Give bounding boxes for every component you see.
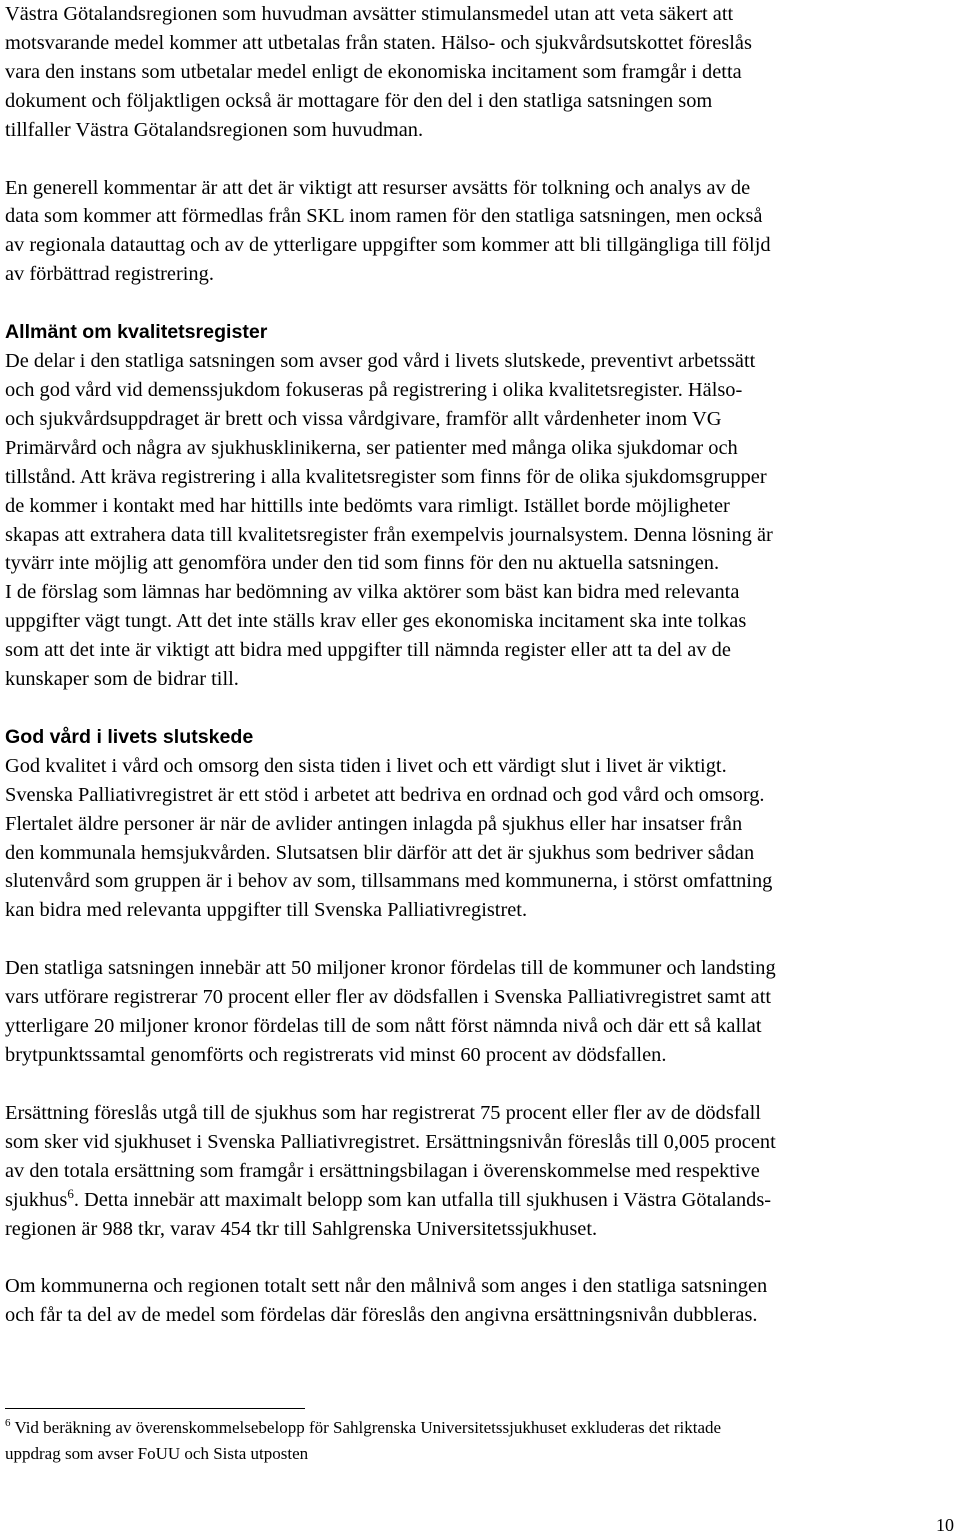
- paragraph-funding-responsibility: [5, 0, 955, 145]
- paragraph-spacer: [5, 1070, 955, 1099]
- section-heading-end-of-life-care: God vård i livets slutskede: [5, 725, 254, 748]
- document-page: [5, 0, 955, 1330]
- text-line: vara den instans som utbetalar medel enligt de ekonomiska incitament som framgår i detta: [5, 60, 742, 83]
- text-line: ytterligare 20 miljoner kronor fördelas till de som nått först nämnda nivå och där ett så kallat: [5, 1015, 762, 1038]
- text-line: Svenska Palliativregistret är ett stöd i arbetet att bedriva en ordnad och god vård och omsorg.: [5, 783, 765, 806]
- paragraph-end-of-life-care: [5, 752, 955, 925]
- paragraph-spacer: [5, 289, 955, 318]
- text-line: Om kommunerna och regionen totalt sett når den målnivå som anges i den statliga satsningen: [5, 1275, 768, 1298]
- paragraph-state-initiative: [5, 954, 955, 1070]
- text-line: tillfaller Västra Götalandsregionen som huvudman.: [5, 118, 424, 141]
- text-line: av regionala datauttag och av de ytterligare uppgifter som kommer att bli tillgängliga till följd: [5, 234, 771, 257]
- text-line: Den statliga satsningen innebär att 50 miljoner kronor fördelas till de kommuner och landsting: [5, 957, 776, 980]
- paragraph-spacer: [5, 145, 955, 174]
- text-line: skapas att extrahera data till kvalitetsregister från exempelvis journalsystem. Denna lösning är: [5, 523, 773, 546]
- text-line: av den totala ersättning som framgår i ersättningsbilagan i överenskommelse med respektive: [5, 1159, 760, 1182]
- footnote-separator: [5, 1408, 305, 1409]
- text-line: Flertalet äldre personer är när de avlider antingen inlagda på sjukhus eller har insatser från: [5, 812, 743, 835]
- footnote-line: [5, 1415, 955, 1441]
- text-line: Primärvård och några av sjukhusklinikerna, ser patienter med många olika sjukdomar och: [5, 436, 738, 459]
- paragraph-general-comment: [5, 174, 955, 290]
- footnote: [5, 1415, 955, 1467]
- text-line: Ersättning föreslås utgå till de sjukhus som har registrerat 75 procent eller fler av de dödsfall: [5, 1101, 761, 1124]
- text-line: tyvärr inte möjlig att genomföra under den tid som finns för den nu aktuella satsningen.: [5, 552, 720, 575]
- section-heading-quality-registers: Allmänt om kvalitetsregister: [5, 321, 268, 344]
- text-line: God kvalitet i vård och omsorg den sista tiden i livet och ett värdigt slut i livet är viktigt.: [5, 754, 727, 777]
- footnote-text: Vid beräkning av överenskommelsebelopp för Sahlgrenska Universitetssjukhuset exkluderas det riktade: [10, 1418, 722, 1437]
- text-run: . Detta innebär att maximalt belopp som kan utfalla till sjukhusen i Västra Götalands-: [73, 1188, 772, 1211]
- text-line: som att det inte är viktigt att bidra med uppgifter till nämnda register eller att ta del av de: [5, 639, 731, 662]
- text-run: sjukhus: [5, 1188, 68, 1211]
- text-line: och sjukvårdsuppdraget är brett och vissa vårdgivare, framför allt vårdenheter inom VG: [5, 407, 722, 430]
- text-line: de kommer i kontakt med har hittills inte bedömts vara rimligt. Istället borde möjligheter: [5, 494, 730, 517]
- text-line: I de förslag som lämnas har bedömning av vilka aktörer som bäst kan bidra med relevanta: [5, 581, 740, 604]
- text-line: av förbättrad registrering.: [5, 263, 214, 286]
- text-line: vars utförare registrerar 70 procent eller fler av dödsfallen i Svenska Palliativregistret samt att: [5, 986, 772, 1009]
- footnote-number: 6: [5, 1417, 11, 1429]
- text-line: kunskaper som de bidrar till.: [5, 668, 239, 691]
- text-line: regionen är 988 tkr, varav 454 tkr till Sahlgrenska Universitetssjukhuset.: [5, 1217, 598, 1240]
- text-line: som sker vid sjukhuset i Svenska Palliativregistret. Ersättningsnivån föreslås till 0,005 procent: [5, 1130, 776, 1153]
- text-line: Västra Götalandsregionen som huvudman avsätter stimulansmedel utan att veta säkert att: [5, 3, 734, 25]
- text-line: kan bidra med relevanta uppgifter till Svenska Palliativregistret.: [5, 899, 528, 922]
- paragraph-target-level: [5, 1272, 955, 1330]
- text-line: [5, 1186, 955, 1215]
- page-number: 10: [936, 1515, 954, 1535]
- paragraph-spacer: [5, 925, 955, 954]
- text-line: En generell kommentar är att det är viktigt att resurser avsätts för tolkning och analys av de: [5, 176, 751, 199]
- text-line: slutenvård som gruppen är i behov av som, tillsammans med kommunerna, i störst omfattning: [5, 870, 773, 893]
- footnote-line: uppdrag som avser FoUU och Sista utposten: [5, 1444, 309, 1463]
- text-line: och får ta del av de medel som fördelas där föreslås den angivna ersättningsnivån dubbleras.: [5, 1304, 758, 1327]
- text-line: motsvarande medel kommer att utbetalas från staten. Hälso- och sjukvårdsutskottet föreslås: [5, 31, 752, 54]
- text-line: dokument och följaktligen också är mottagare för den del i den statliga satsningen som: [5, 89, 713, 112]
- text-line: och god vård vid demenssjukdom fokuseras på registrering i olika kvalitetsregister. Hälso-: [5, 378, 743, 401]
- text-line: De delar i den statliga satsningen som avser god vård i livets slutskede, preventivt arbetssätt: [5, 350, 756, 373]
- paragraph-compensation: [5, 1099, 955, 1244]
- paragraph-quality-registers: [5, 347, 955, 694]
- text-line: den kommunala hemsjukvården. Slutsatsen blir därför att det är sjukhus som bedriver sådan: [5, 841, 755, 864]
- footnote-reference[interactable]: 6: [67, 1185, 74, 1201]
- paragraph-spacer: [5, 694, 955, 723]
- text-line: brytpunktssamtal genomförts och registrerats vid minst 60 procent av dödsfallen.: [5, 1044, 667, 1066]
- text-line: data som kommer att förmedlas från SKL inom ramen för den statliga satsningen, men också: [5, 205, 763, 228]
- paragraph-spacer: [5, 1243, 955, 1272]
- text-line: uppgifter vägt tungt. Att det inte ställs krav eller ges ekonomiska incitament ska inte tolkas: [5, 610, 747, 633]
- text-line: tillstånd. Att kräva registrering i alla kvalitetsregister som finns för de olika sjukdomsgrupper: [5, 465, 767, 488]
